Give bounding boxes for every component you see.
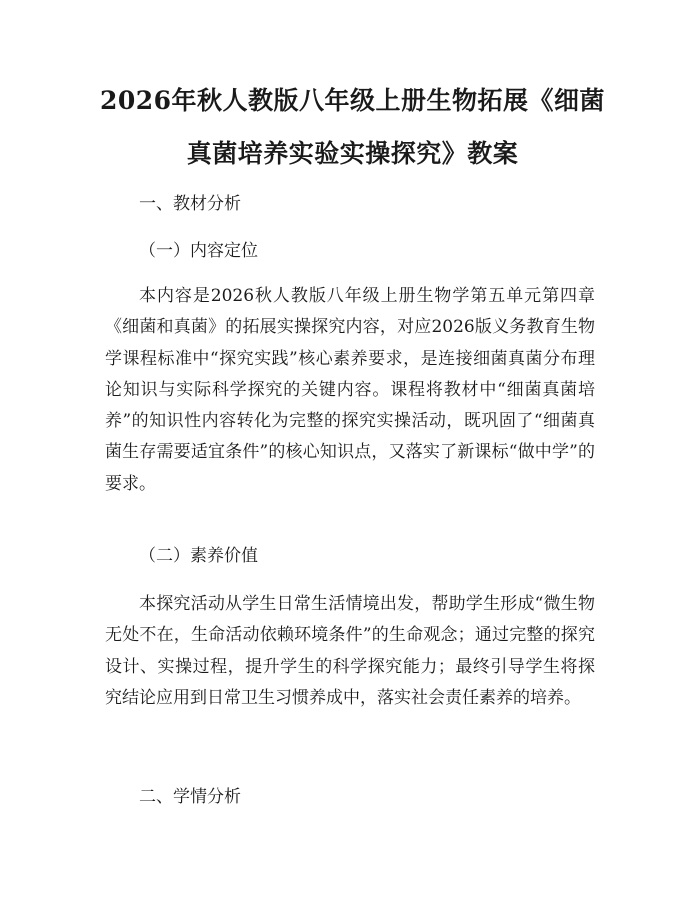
document-title: 2026年秋人教版八年级上册生物拓展《细菌真菌培养实验实操探究》教案	[99, 86, 606, 168]
paragraph-content-positioning: 本内容是2026秋人教版八年级上册生物学第五单元第四章《细菌和真菌》的拓展实操探究内容，对应2026版义务教育生物学课程标准中“探究实践”核心素养要求，是连接细菌真菌分布理论知识与实际科学探究的关键内容。课程将教材中“细菌真菌培养”的知识性内容转化为完整的探究实操活动，既巩固了“细菌真菌生存需要适宜条件”的核心知识点，又落实了新课标“做中学”的要求。	[105, 286, 595, 494]
subsection-heading-literacy-value: （二）素养价值	[139, 546, 258, 566]
section-heading-textbook-analysis: 一、教材分析	[139, 194, 241, 214]
section-heading-student-analysis: 二、学情分析	[139, 787, 241, 807]
paragraph-literacy-value: 本探究活动从学生日常生活情境出发，帮助学生形成“微生物无处不在，生命活动依赖环境条件”的生命观念；通过完整的探究设计、实操过程，提升学生的科学探究能力；最终引导学生将探究结论应用到日常卫生习惯养成中，落实社会责任素养的培养。	[105, 594, 595, 708]
subsection-heading-content-positioning: （一）内容定位	[139, 241, 258, 261]
